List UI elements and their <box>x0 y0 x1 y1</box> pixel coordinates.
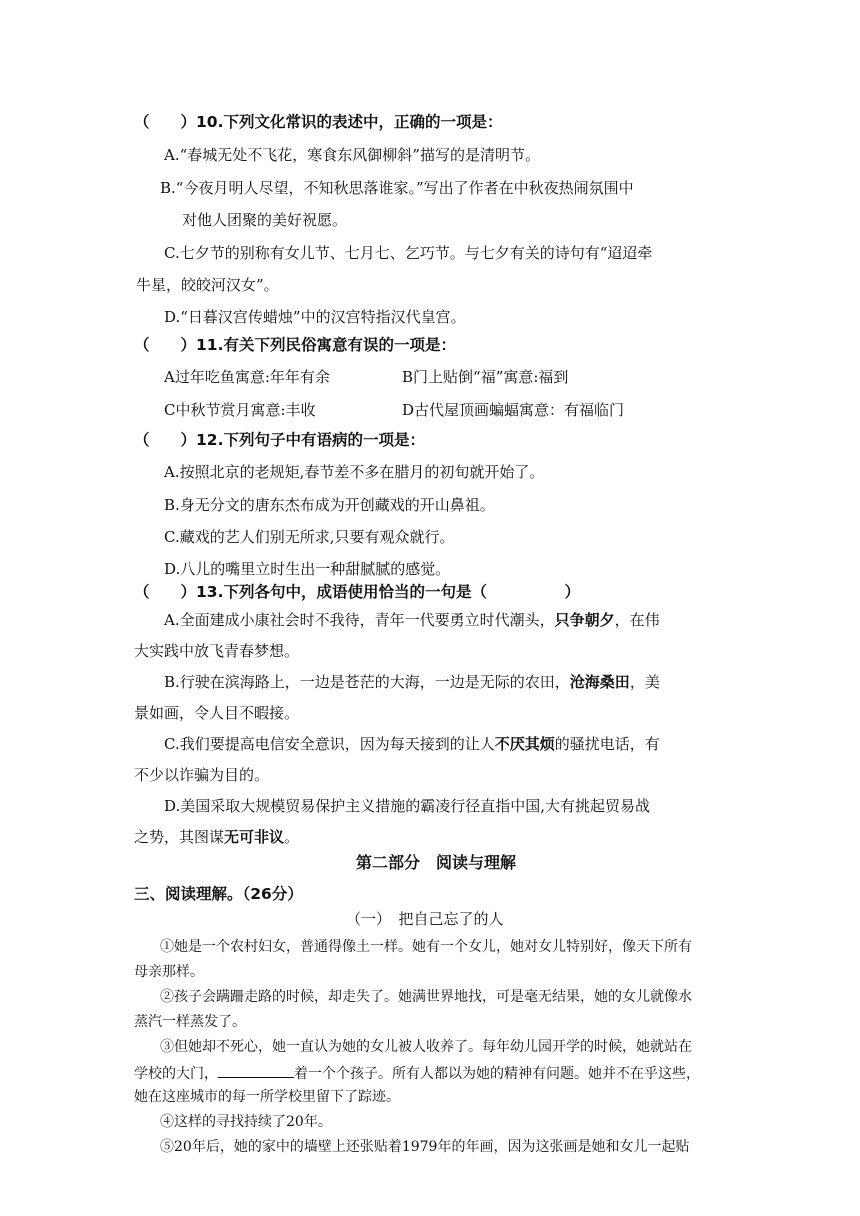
q11-option-a: A过年吃鱼寓意:年年有余 <box>164 368 330 386</box>
q12-option-a: A.按照北京的老规矩,春节差不多在腊月的初旬就开始了。 <box>164 463 545 481</box>
q13-a-idiom: 只争朝夕 <box>554 611 615 629</box>
q13-b-text-end: ，美 <box>629 673 660 691</box>
q13-c-text-end: 的骚扰电话，有 <box>554 735 660 753</box>
question-13-stem: （ ）13.下列各句中，成语使用恰当的一句是（ ） <box>134 583 580 601</box>
q13-b-text: B.行驶在滨海路上，一边是苍茫的大海，一边是无际的农田， <box>164 673 570 691</box>
q13-option-b-cont: 景如画，令人目不暇接。 <box>134 704 300 722</box>
q11-option-c: C中秋节赏月寓意:丰收 <box>164 401 316 419</box>
passage-p1-line1: ①她是一个农村妇女，普通得像土一样。她有一个女儿，她对女儿特别好，像天下所有 <box>160 939 692 955</box>
q13-d-text-end: 。 <box>284 828 300 846</box>
passage-p1-line2: 母亲那样。 <box>134 964 204 980</box>
q13-option-c <box>164 737 660 752</box>
q10-option-c-cont: 牛星，皎皎河汉女”。 <box>136 276 279 294</box>
q13-option-a-cont: 大实践中放飞青春梦想。 <box>134 642 300 660</box>
passage-p3-line1: ③但她却不死心，她一直认为她的女儿被人收养了。每年幼儿园开学的时候，她就站在 <box>160 1039 692 1055</box>
q10-option-a: A.“春城无处不飞花，寒食东风御柳斜”描写的是清明节。 <box>164 146 540 164</box>
part-2-title: 第二部分 阅读与理解 <box>356 853 517 872</box>
q12-option-c: C.藏戏的艺人们别无所求,只要有观众就行。 <box>164 528 455 546</box>
q13-option-a <box>164 613 660 628</box>
q10-option-b: B.“今夜月明人尽望，不知秋思落谁家。”写出了作者在中秋夜热闹氛围中 <box>160 179 634 197</box>
q13-b-idiom: 沧海桑田 <box>569 673 630 691</box>
q11-option-d: D古代屋顶画蝙蝠寓意：有福临门 <box>402 401 625 419</box>
q13-c-text: C.我们要提高电信安全意识，因为每天接到的让人 <box>164 735 495 753</box>
question-10-stem: （ ）10.下列文化常识的表述中，正确的一项是： <box>134 113 503 131</box>
passage-p5-line1: ⑤20年后，她的家中的墙壁上还张贴着1979年的年画，因为这张画是她和女儿一起贴 <box>160 1139 690 1155</box>
passage-p3-pre: 学校的大门， <box>134 1066 218 1082</box>
passage-p2-line2: 蒸汽一样蒸发了。 <box>134 1014 246 1030</box>
q13-option-d-cont <box>134 830 299 845</box>
q13-d-idiom: 无可非议 <box>224 828 285 846</box>
passage-title: （一） 把自己忘了的人 <box>346 910 504 928</box>
passage-p3-post: 着一个个孩子。所有人都以为她的精神有问题。她并不在乎这些， <box>294 1066 700 1082</box>
q10-option-d: D.“日暮汉宫传蜡烛”中的汉宫特指汉代皇宫。 <box>164 308 466 326</box>
passage-p3-line2 <box>134 1065 700 1081</box>
passage-p4: ④这样的寻找持续了20年。 <box>160 1114 332 1130</box>
q12-option-b: B.身无分文的唐东杰布成为开创藏戏的开山鼻祖。 <box>164 496 495 514</box>
q13-d-text: 之势，其图谋 <box>134 828 225 846</box>
fill-in-blank[interactable] <box>218 1065 294 1078</box>
q13-a-text: A.全面建成小康社会时不我待，青年一代要勇立时代潮头， <box>164 611 555 629</box>
q13-option-c-cont: 不少以诈骗为目的。 <box>134 766 270 784</box>
question-12-stem: （ ）12.下列句子中有语病的一项是： <box>134 431 425 449</box>
question-11-stem: （ ）11.有关下列民俗寓意有误的一项是： <box>134 336 456 354</box>
q10-option-c: C.七夕节的别称有女儿节、七月七、乞巧节。与七夕有关的诗句有“迢迢牵 <box>164 244 653 262</box>
passage-p3-line3: 她在这座城市的每一所学校里留下了踪迹。 <box>134 1089 400 1105</box>
q13-option-d: D.美国采取大规模贸易保护主义措施的霸凌行径直指中国,大有挑起贸易战 <box>164 797 651 815</box>
q10-option-b-cont: 对他人团聚的美好祝愿。 <box>182 211 348 229</box>
q13-a-text-end: ，在伟 <box>614 611 660 629</box>
section-3-title: 三、阅读理解。（26分） <box>134 885 303 903</box>
passage-p2-line1: ②孩子会蹒跚走路的时候，却走失了。她满世界地找，可是毫无结果，她的女儿就像水 <box>160 989 692 1005</box>
q11-option-b: B门上贴倒“福”寓意:福到 <box>402 368 569 386</box>
q13-c-idiom: 不厌其烦 <box>494 735 555 753</box>
q13-option-b <box>164 675 660 690</box>
q12-option-d: D.八儿的嘴里立时生出一种甜腻腻的感觉。 <box>164 560 451 578</box>
